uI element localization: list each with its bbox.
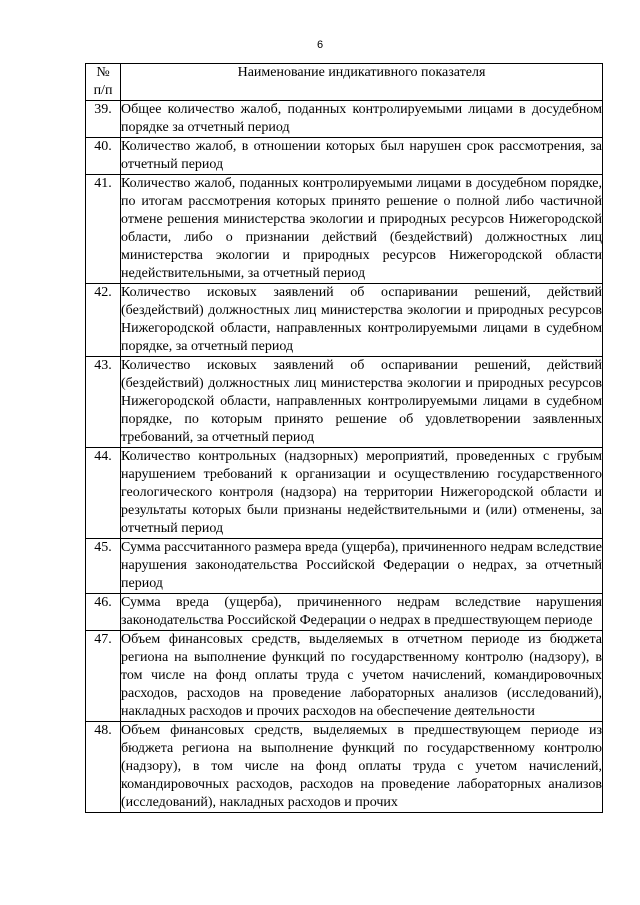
table-row xyxy=(86,722,603,813)
row-indicator-text: Количество жалоб, в отношении которых был нарушен срок рассмотрения, за отчетный период xyxy=(121,138,603,175)
row-number: 44. xyxy=(86,448,121,539)
row-number: 48. xyxy=(86,722,121,813)
table-body xyxy=(86,101,603,813)
table-row xyxy=(86,357,603,448)
header-indicator-name: Наименование индикативного показателя xyxy=(121,64,603,101)
row-number: 43. xyxy=(86,357,121,448)
row-indicator-text: Сумма рассчитанного размера вреда (ущерба), причиненного недрам вследствие нарушения законодательства Российской Федерации о недрах, за отчетный период xyxy=(121,539,603,594)
row-indicator-text: Сумма вреда (ущерба), причиненного недрам вследствие нарушения законодательства Российской Федерации о недрах в предшествующем периоде xyxy=(121,594,603,631)
header-number-abbrev: п/п xyxy=(93,83,113,98)
indicators-table xyxy=(85,63,603,813)
table-row xyxy=(86,539,603,594)
table-row xyxy=(86,631,603,722)
row-indicator-text: Количество исковых заявлений об оспаривании решений, действий (бездействий) должностных лиц министерства экологии и природных ресурсов Нижегородской области, направленных контролируемыми лицами в судебном порядке, за отчетный период xyxy=(121,284,603,357)
row-number: 42. xyxy=(86,284,121,357)
table-row xyxy=(86,175,603,284)
table-row xyxy=(86,284,603,357)
row-indicator-text: Объем финансовых средств, выделяемых в отчетном периоде из бюджета региона на выполнение функций по государственному контролю (надзору), в том числе на фонд оплаты труда с учетом начислений, командировочных расходов, расходов на проведение лабораторных анализов (исследований), накладных расходов и прочих расходов на обеспечение деятельности xyxy=(121,631,603,722)
row-indicator-text: Количество жалоб, поданных контролируемыми лицами в досудебном порядке, по итогам рассмотрения которых принято решение о полной либо частичной отмене решения министерства экологии и природных ресурсов Нижегородской области, либо о признании действий (бездействий) должностных лиц министерства экологии и природных ресурсов Нижегородской области недействительными, за отчетный период xyxy=(121,175,603,284)
table-row xyxy=(86,101,603,138)
table-row xyxy=(86,594,603,631)
row-number: 45. xyxy=(86,539,121,594)
row-number: 40. xyxy=(86,138,121,175)
row-indicator-text: Количество исковых заявлений об оспаривании решений, действий (бездействий) должностных лиц министерства экологии и природных ресурсов Нижегородской области, направленных контролируемыми лицами в судебном порядке, по которым принято решение об удовлетворении заявленных требований, за отчетный период xyxy=(121,357,603,448)
row-number: 47. xyxy=(86,631,121,722)
row-number: 46. xyxy=(86,594,121,631)
page-number: 6 xyxy=(316,39,324,51)
table-row xyxy=(86,138,603,175)
row-indicator-text: Количество контрольных (надзорных) мероприятий, проведенных с грубым нарушением требований к организации и осуществлению государственного геологического контроля (надзора) на территории Нижегородской области и результаты которых были признаны недействительными и (или) отменены, за отчетный период xyxy=(121,448,603,539)
row-number: 41. xyxy=(86,175,121,284)
header-number-cell xyxy=(86,64,121,101)
table-header-row xyxy=(86,64,603,101)
row-indicator-text: Объем финансовых средств, выделяемых в предшествующем периоде из бюджета региона на выполнение функций по государственному контролю (надзору), в том числе на фонд оплаты труда с учетом начислений, командировочных расходов, расходов на проведение лабораторных анализов (исследований), накладных расходов и прочих xyxy=(121,722,603,813)
row-number: 39. xyxy=(86,101,121,138)
row-indicator-text: Общее количество жалоб, поданных контролируемыми лицами в досудебном порядке за отчетный период xyxy=(121,101,603,138)
table-row xyxy=(86,448,603,539)
header-number-sign: № xyxy=(96,65,110,80)
